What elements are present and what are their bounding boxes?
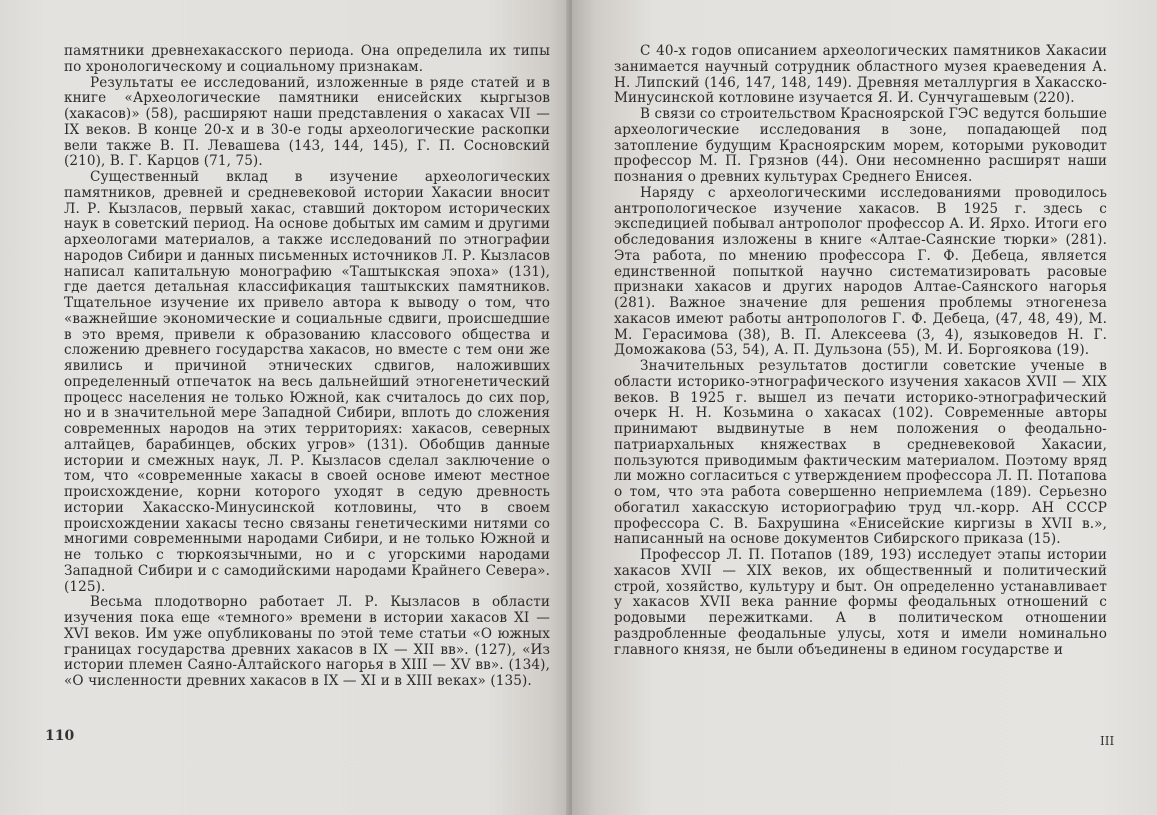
right-page-text [614, 44, 1107, 658]
paragraph: Значительных результатов достигли советские ученые в области историко-этнографического изучения хакасов XVII — XIX веков. В 1925 г. вышел из печати историко-этнографический очерк Н. Н. Козьмина о хакасах (102). Современные авторы принимают выдвинутые в нем положения о феодально-патриархальных княжествах в средневековой Хакасии, пользуются приводимым фактическим материалом. Поэтому вряд ли можно согласиться с утверждением профессора Л. П. Потапова о том, что эта работа совершенно неприемлема (189). Серьезно обогатил хакасскую историографию труд чл.-корр. АН СССР профессора С. В. Бахрушина «Енисейские киргизы в XVII в.», написанный на основе документов Сибирского приказа (15). [614, 358, 1107, 548]
paragraph: памятники древнехакасского периода. Она определила их типы по хронологическому и социальному признакам. [64, 43, 550, 75]
paragraph: Результаты ее исследований, изложенные в ряде статей и в книге «Археологические памятники енисейских кыргызов (хакасов)» (58), расширяют наши представления о хакасах VII — IX веков. В конце 20-х и в 30-е годы археологические раскопки вели также В. П. Левашева (143, 144, 145), Г. П. Сосновский (210), В. Г. Карцов (71, 75). [64, 74, 550, 170]
paragraph: Существенный вклад в изучение археологических памятников, древней и средневековой истории Хакасии вносит Л. Р. Кызласов, первый хакас, ставший доктором исторических наук в советский период. На основе добытых им самим и другими археологами материалов, а также исследований по этнографии народов Сибири и данных письменных источников Л. Р. Кызласов написал капитальную монографию «Таштыкская эпоха» (131), где дается детальная классификация таштыкских памятников. Тщательное изучение их привело автора к выводу о том, что «важнейшие экономические и социальные сдвиги, происшедшие в это время, привели к образованию классового общества и сложению древнего государства хакасов, но вместе с тем они же явились и причиной этнических сдвигов, наложивших определенный отпечаток на весь дальнейший этногенетический процесс населения не только Южной, как считалось до сих пор, но и в значительной мере Западной Сибири, вплоть до сложения современных народов на этих территориях: хакасов, северных алтайцев, барабинцев, обских угров» (131). Обобщив данные истории и смежных наук, Л. Р. Кызласов сделал заключение о том, что «современные хакасы в своей основе имеют местное происхождение, корни которого уходят в седую древность истории Хакасско-Минусинской котловины, что в своем происхождении хакасы тесно связаны генетическими нитями со многими современными народами Сибири, и не только Южной и не только с тюркоязычными, но и с угорскими народами Западной Сибири и с самодийскими народами Крайнего Севера». (125). [64, 169, 550, 595]
page-number-left: 110 [45, 728, 75, 744]
paragraph: Весьма плодотворно работает Л. Р. Кызласов в области изучения пока еще «темного» времени в истории хакасов XI — XVI веков. Им уже опубликованы по этой теме статьи «О южных границах государства древних хакасов в IX — XII вв». (127), «Из истории племен Саяно-Алтайского нагорья в XIII — XV вв». (134), «О численности древних хакасов в IX — XI и в XIII веках» (135). [64, 594, 550, 689]
left-page-text [64, 44, 550, 690]
left-page [0, 0, 572, 815]
paragraph: С 40-х годов описанием археологических памятников Хакасии занимается научный сотрудник областного музея краеведения А. Н. Липский (146, 147, 148, 149). Древняя металлургия в Хакасско-Минусинской котловине изучается Я. И. Сунчугашевым (220). [614, 43, 1107, 107]
paragraph: Профессор Л. П. Потапов (189, 193) исследует этапы истории хакасов XVII — XIX веков, их общественный и политический строй, хозяйство, культуру и быт. Он определенно устанавливает у хакасов XVII века ранние формы феодальных отношений с родовыми пережитками. А в политическом отношении раздробленные феодальные улусы, хотя и имели номинально главного князя, не были объединены в едином государстве и [614, 547, 1107, 658]
paragraph: Наряду с археологическими исследованиями проводилось антропологическое изучение хакасов. В 1925 г. здесь с экспедицией побывал антрополог профессор А. И. Ярхо. Итоги его обследования изложены в книге «Алтае-Саянские тюрки» (281). Эта работа, по мнению профессора Г. Ф. Дебеца, является единственной попыткой научно систематизировать расовые признаки хакасов и других народов Алтае-Саянского нагорья (281). Важное значение для решения проблемы этногенеза хакасов имеют работы антропологов Г. Ф. Дебеца, (47, 48, 49), М. М. Герасимова (38), В. П. Алексеева (3, 4), языковедов Н. Г. Доможакова (53, 54), А. П. Дульзона (55), М. И. Боргоякова (19). [614, 184, 1107, 359]
paragraph: В связи со строительством Красноярской ГЭС ведутся большие археологические исследования в зоне, попадающей под затопление будущим Красноярским морем, которыми руководит профессор М. П. Грязнов (44). Они несомненно расширят наши познания о древних культурах Среднего Енисея. [614, 106, 1107, 185]
page-number-right: III [1100, 734, 1115, 748]
right-page [572, 0, 1157, 815]
